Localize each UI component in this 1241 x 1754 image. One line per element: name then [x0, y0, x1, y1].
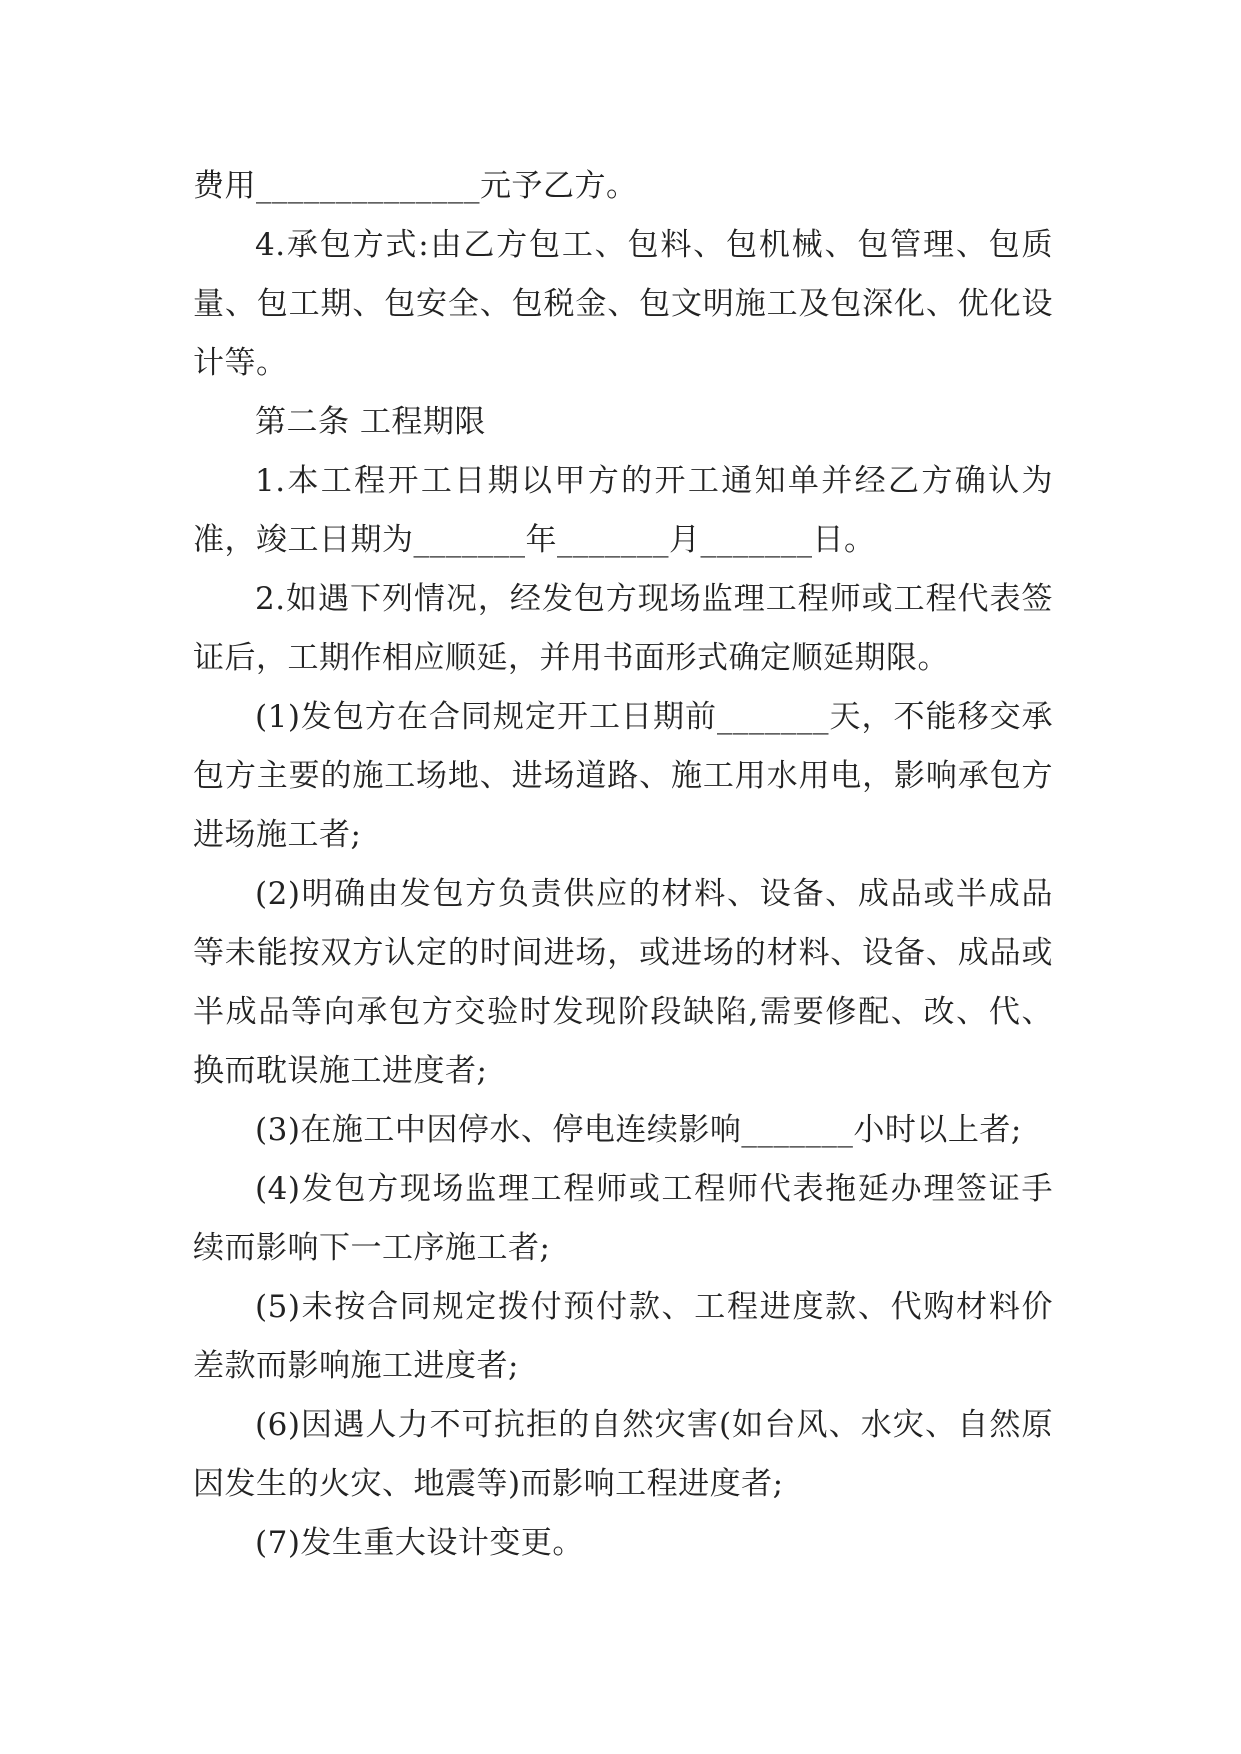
paragraph-fee-line: 费用______________元予乙方。 — [193, 168, 638, 204]
list-item-4: (4)发包方现场监理工程师或工程师代表拖延办理签证手续而影响下一工序施工者; — [193, 1171, 1053, 1266]
list-item-3: (3)在施工中因停水、停电连续影响_______小时以上者; — [255, 1112, 1022, 1148]
list-item-2: (2)明确由发包方负责供应的材料、设备、成品或半成品等未能按双方认定的时间进场，或进场的材料、设备、成品或半成品等向承包方交验时发现阶段缺陷,需要修配、改、代、换而耽误施工进度者; — [193, 876, 1053, 1089]
paragraph-extension-intro: 2.如遇下列情况，经发包方现场监理工程师或工程代表签证后，工期作相应顺延，并用书面形式确定顺延期限。 — [193, 581, 1053, 676]
list-item-5: (5)未按合同规定拨付预付款、工程进度款、代购材料价差款而影响施工进度者; — [193, 1289, 1053, 1384]
list-item-6: (6)因遇人力不可抗拒的自然灾害(如台风、水灾、自然原因发生的火灾、地震等)而影响工程进度者; — [193, 1407, 1053, 1502]
document-body — [193, 157, 1053, 1573]
list-item-7: (7)发生重大设计变更。 — [255, 1525, 584, 1561]
paragraph-start-date: 1.本工程开工日期以甲方的开工通知单并经乙方确认为准，竣工日期为_______年_______月_______日。 — [193, 463, 1053, 558]
paragraph-contract-method: 4.承包方式:由乙方包工、包料、包机械、包管理、包质量、包工期、包安全、包税金、包文明施工及包深化、优化设计等。 — [193, 227, 1053, 381]
list-item-1: (1)发包方在合同规定开工日期前_______天，不能移交承包方主要的施工场地、进场道路、施工用水用电，影响承包方进场施工者; — [193, 699, 1053, 853]
article-2-heading: 第二条 工程期限 — [255, 404, 486, 440]
